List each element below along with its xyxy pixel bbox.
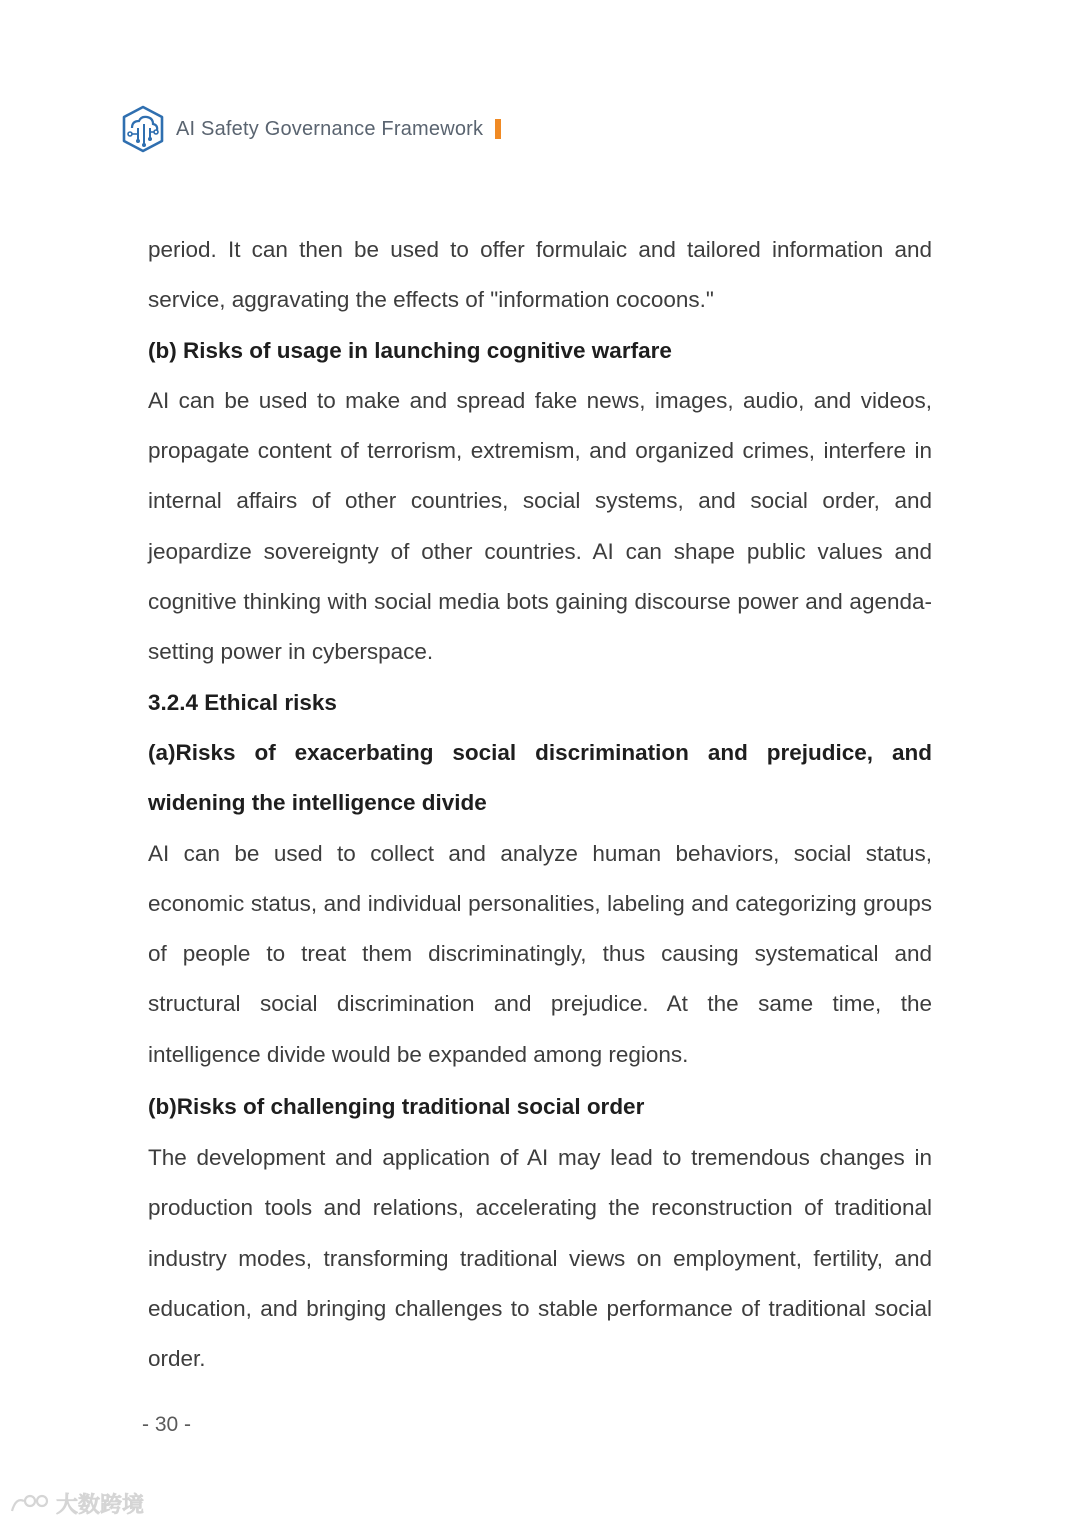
paragraph-cognitive-warfare: AI can be used to make and spread fake news, images, audio, and videos, propagate content of terrorism, extremism, and organized crimes, interfere in internal affairs of other countries, social systems, and social order, and jeopardize sovereignty of other countries. AI can shape public values and cognitive thinking with social media bots gaining discourse power and agenda-setting power in cyberspace. bbox=[148, 387, 932, 665]
watermark-logo-icon bbox=[8, 1489, 52, 1519]
page-body bbox=[148, 225, 932, 1385]
paragraph-information-cocoons: period. It can then be used to offer formulaic and tailored information and service, aggravating the effects of "information cocoons." bbox=[148, 237, 932, 313]
paragraph-social-discrimination: AI can be used to collect and analyze human behaviors, social status, economic status, and individual personalities, labeling and categorizing groups of people to treat them discriminatingly, thus causing systematical and structural social discrimination and prejudice. At the same time, the intelligence divide would be expanded among regions. bbox=[148, 840, 932, 1067]
heading-social-discrimination: (a)Risks of exacerbating social discrimination and prejudice, and widening the intelligence divide bbox=[148, 739, 932, 816]
paragraph-traditional-social-order: The development and application of AI may lead to tremendous changes in production tools and relations, accelerating the reconstruction of traditional industry modes, transforming traditional views on employment, fertility, and education, and bringing challenges to stable performance of traditional social order. bbox=[148, 1145, 932, 1372]
page-number: - 30 - bbox=[142, 1413, 192, 1436]
watermark-text: 大数跨境 bbox=[56, 1492, 145, 1517]
section-heading-ethical-risks: 3.2.4 Ethical risks bbox=[148, 689, 337, 715]
document-title: AI Safety Governance Framework bbox=[176, 117, 484, 140]
header-accent-bar bbox=[495, 119, 501, 139]
page-header bbox=[118, 104, 501, 154]
watermark bbox=[8, 1488, 144, 1519]
heading-cognitive-warfare: (b) Risks of usage in launching cognitive warfare bbox=[148, 337, 672, 363]
heading-traditional-social-order: (b)Risks of challenging traditional social order bbox=[148, 1094, 645, 1120]
ai-circuit-shield-logo-icon bbox=[118, 104, 168, 154]
